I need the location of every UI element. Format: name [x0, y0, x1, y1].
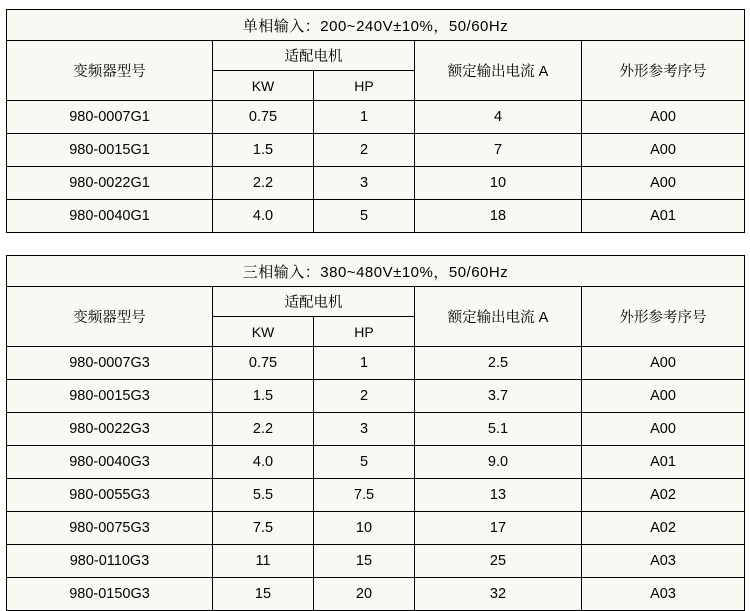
cell-kw: 15 — [213, 578, 314, 611]
table-row — [7, 200, 745, 233]
table-row — [7, 167, 745, 200]
three-phase-spec-table — [6, 255, 745, 611]
table-row — [7, 380, 745, 413]
cell-reference: A00 — [582, 413, 745, 446]
cell-model: 980-0022G1 — [7, 167, 213, 200]
cell-kw: 4.0 — [213, 446, 314, 479]
table-row — [7, 101, 745, 134]
cell-hp: 20 — [314, 578, 415, 611]
single-phase-spec-table — [6, 9, 745, 233]
cell-reference: A03 — [582, 578, 745, 611]
header-hp: HP — [314, 71, 415, 101]
cell-model: 980-0022G3 — [7, 413, 213, 446]
table-row — [7, 578, 745, 611]
cell-reference: A00 — [582, 167, 745, 200]
table-row — [7, 413, 745, 446]
table-row — [7, 446, 745, 479]
header-motor: 适配电机 — [213, 287, 415, 317]
cell-hp: 3 — [314, 413, 415, 446]
table-row — [7, 479, 745, 512]
cell-hp: 7.5 — [314, 479, 415, 512]
header-kw: KW — [213, 317, 314, 347]
cell-model: 980-0040G1 — [7, 200, 213, 233]
cell-current: 5.1 — [415, 413, 582, 446]
cell-current: 25 — [415, 545, 582, 578]
cell-reference: A02 — [582, 512, 745, 545]
cell-hp: 2 — [314, 134, 415, 167]
header-kw: KW — [213, 71, 314, 101]
cell-reference: A00 — [582, 101, 745, 134]
header-reference: 外形参考序号 — [582, 41, 745, 101]
header-hp: HP — [314, 317, 415, 347]
cell-kw: 2.2 — [213, 413, 314, 446]
cell-hp: 10 — [314, 512, 415, 545]
cell-current: 7 — [415, 134, 582, 167]
header-model: 变频器型号 — [7, 287, 213, 347]
table-header-row-top — [7, 41, 745, 71]
cell-current: 13 — [415, 479, 582, 512]
cell-current: 3.7 — [415, 380, 582, 413]
table-title: 单相输入：200~240V±10%，50/60Hz — [7, 10, 745, 41]
cell-model: 980-0110G3 — [7, 545, 213, 578]
table-row — [7, 512, 745, 545]
header-current: 额定输出电流 A — [415, 41, 582, 101]
cell-reference: A00 — [582, 380, 745, 413]
cell-kw: 7.5 — [213, 512, 314, 545]
cell-model: 980-0007G1 — [7, 101, 213, 134]
cell-kw: 4.0 — [213, 200, 314, 233]
table-title: 三相输入：380~480V±10%，50/60Hz — [7, 256, 745, 287]
cell-current: 32 — [415, 578, 582, 611]
cell-reference: A00 — [582, 134, 745, 167]
cell-model: 980-0040G3 — [7, 446, 213, 479]
cell-model: 980-0055G3 — [7, 479, 213, 512]
cell-model: 980-0015G3 — [7, 380, 213, 413]
cell-current: 18 — [415, 200, 582, 233]
header-model: 变频器型号 — [7, 41, 213, 101]
cell-kw: 2.2 — [213, 167, 314, 200]
cell-current: 9.0 — [415, 446, 582, 479]
cell-model: 980-0150G3 — [7, 578, 213, 611]
cell-current: 17 — [415, 512, 582, 545]
cell-kw: 11 — [213, 545, 314, 578]
cell-hp: 1 — [314, 347, 415, 380]
cell-hp: 3 — [314, 167, 415, 200]
cell-reference: A00 — [582, 347, 745, 380]
cell-hp: 15 — [314, 545, 415, 578]
cell-kw: 0.75 — [213, 101, 314, 134]
table-row — [7, 347, 745, 380]
cell-current: 2.5 — [415, 347, 582, 380]
table-title-row — [7, 256, 745, 287]
cell-kw: 1.5 — [213, 134, 314, 167]
cell-current: 10 — [415, 167, 582, 200]
cell-reference: A02 — [582, 479, 745, 512]
cell-kw: 5.5 — [213, 479, 314, 512]
cell-kw: 0.75 — [213, 347, 314, 380]
cell-model: 980-0015G1 — [7, 134, 213, 167]
cell-hp: 1 — [314, 101, 415, 134]
cell-hp: 2 — [314, 380, 415, 413]
cell-kw: 1.5 — [213, 380, 314, 413]
header-current: 额定输出电流 A — [415, 287, 582, 347]
cell-reference: A03 — [582, 545, 745, 578]
cell-model: 980-0007G3 — [7, 347, 213, 380]
cell-reference: A01 — [582, 446, 745, 479]
table-row — [7, 134, 745, 167]
table-header-row-top — [7, 287, 745, 317]
cell-model: 980-0075G3 — [7, 512, 213, 545]
cell-hp: 5 — [314, 446, 415, 479]
cell-reference: A01 — [582, 200, 745, 233]
cell-current: 4 — [415, 101, 582, 134]
header-reference: 外形参考序号 — [582, 287, 745, 347]
table-row — [7, 545, 745, 578]
table-title-row — [7, 10, 745, 41]
cell-hp: 5 — [314, 200, 415, 233]
header-motor: 适配电机 — [213, 41, 415, 71]
